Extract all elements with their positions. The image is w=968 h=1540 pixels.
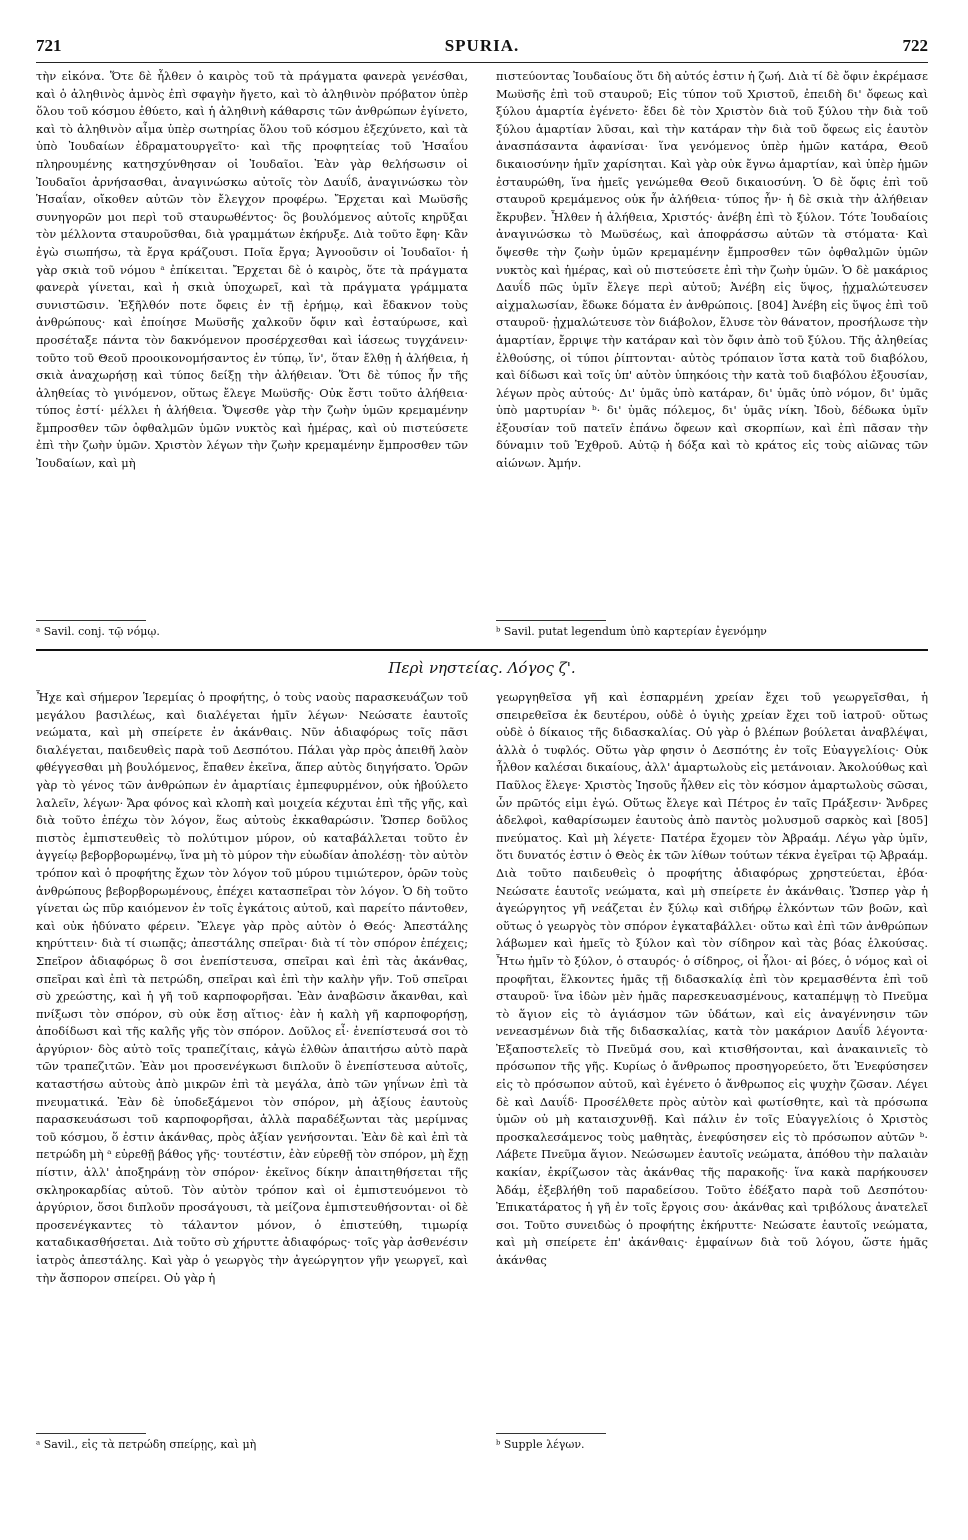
upper-left-column — [36, 63, 468, 639]
section-divider — [36, 649, 928, 651]
page-number-right: 722 — [902, 36, 928, 55]
section-title: Περὶ νηστείας. Λόγος ζ'. — [388, 659, 576, 677]
lower-left-column — [36, 683, 468, 1452]
page-number-left: 721 — [36, 36, 62, 55]
footnote-lower-right: ᵇ Supple λέγων. — [496, 1438, 585, 1451]
page-header — [36, 30, 928, 63]
upper-right-column — [496, 63, 928, 639]
footnote-upper-left: ᵃ Savil. conj. τῷ νόμῳ. — [36, 625, 160, 638]
running-title: SPURIA. — [444, 36, 520, 55]
lower-right-text: γεωργηθεῖσα γῆ καὶ ἐσπαρμένη χρείαν ἔχει τοῦ γεωργεῖσθαι, ἡ σπειρεθεῖσα ἐκ δευτέρου, οὐδὲ ὁ ὑγιὴς χρείαν ἔχει τοῦ ἰατροῦ· οὕτως οὐδὲ ὁ δίκαιος τῆς διδασκαλίας. Οὐ γὰρ ὁ βλέπων βούλεται ἀναβλέψαι, ἀλλὰ ὁ τυφλός. Οὕτω γὰρ φησιν ὁ Δεσπότης ἐν τοῖς Εὐαγγελίοις· Οὐκ ἦλθον καλέσαι δικαίους, ἀλλ' ἁμαρτωλοὺς εἰς μετάνοιαν. Ἀκολούθως καὶ Παῦλος ἔλεγε· Χριστὸς Ἰησοῦς ἦλθεν εἰς τὸν κόσμον ἁμαρτωλοὺς σῶσαι, ὧν πρῶτός εἰμι ἐγώ. Οὕτως ἔλεγε καὶ Πέτρος ἐν ταῖς Πράξεσιν· Ἄνδρες ἀδελφοὶ, καθαρίσωμεν ἑαυτοὺς ἀπὸ παντὸς μολυσμοῦ σαρκὸς καὶ [805] πνεύματος. Καὶ μὴ λέγετε· Πατέρα ἔχομεν τὸν Ἀβραάμ. Λέγω γὰρ ὑμῖν, ὅτι δυνατός ἐστιν ὁ Θεὸς ἐκ τῶν λίθων τούτων τέκνα ἐγεῖραι τῷ Ἀβραάμ. Διὰ τοῦτο παιδευθεὶς ὁ προφήτης ἀδιαφόρως χρηστεύεται, ἐβόα· Νεώσατε ἑαυτοῖς νεώματα, καὶ μὴ σπείρετε ἐν ἀκάνθαις. Ὥσπερ γὰρ ἡ ἀγεώργητος γῆ νεάζεται ἐν ξύλῳ καὶ σιδήρῳ ἑλκόντων τῶν βοῶν, καὶ οὕτως ὁ γεωργὸς τὸν σπόρον ἐγκαταβάλλει· οὕτω καὶ ἐπὶ τῶν ἀνθρώπων λάβωμεν καὶ ἡμεῖς τὸ ξύλον καὶ τὸν σίδηρον καὶ τὰς βόας ἑλκούσας. Ἦτω ἡμῖν τὸ ξύλον, ὁ σταυρός· ὁ σίδηρος, οἱ ἧλοι· αἱ βόες, ὁ νόμος καὶ οἱ προφῆται, ἕλκοντες ἡμᾶς τῇ διδασκαλίᾳ ἐπὶ τὸν κρεμασθέντα ἐπὶ τοῦ σταυροῦ· ἵνα ἰδὼν μὲν ἡμᾶς παρεσκευασμένους, καταπέμψῃ τὸ Πνεῦμα τὸ ἅγιον εἰς τὸ ἁγιάσμον τῶν ὑδάτων, καὶ εἰς ἀναγέννησιν τῶν νενεασμένων διὰ τῆς διδασκαλίας, κατὰ τὸν μακάριον Δαυΐδ λέγοντα· Ἐξαποστελεῖς τὸ Πνεῦμά σου, καὶ κτισθήσονται, καὶ ἀνακαινιεῖς τὸ πρόσωπον τῆς γῆς. Κυρίως ὁ ἄνθρωπος προσηγορεύετο, ὅτι Ἐνεφύσησεν εἰς τὸ πρόσωπον αὐτοῦ, καὶ ἐγένετο ὁ ἄνθρωπος εἰς ψυχὴν ζῶσαν. Λέγει δὲ καὶ Δαυΐδ· Προσέλθετε πρὸς αὐτὸν καὶ φωτίσθητε, καὶ τὰ πρόσωπα ὑμῶν οὐ μὴ καταισχυνθῇ. Καὶ πάλιν ἐν τοῖς Εὐαγγελίοις ὁ Χριστὸς προσκαλεσάμενος τοὺς μαθητὰς, ἐνεφύσησεν εἰς τὸ πρόσωπον αὐτῶν ᵇ· Λάβετε Πνεῦμα ἅγιον. Νεώσωμεν ἑαυτοῖς νεώματα, ἀπόθου τὴν παλαιὰν κακίαν, ἐκρίζωσον τὰς ἀκάνθας τῆς παρακοῆς· ἵνα κακὰ παρήκουσεν Ἀδάμ, ἐξεβλήθη τοῦ παραδείσου. Τοῦτο ἐδέξατο παρὰ τοῦ Δεσπότου· Ἐπικατάρατος ἡ γῆ ἐν τοῖς ἔργοις σου· ἀκάνθας καὶ τριβόλους ἀνατελεῖ σοι. Τοῦτο συνειδὼς ὁ προφήτης ἐκήρυττε· Νεώσατε ἑαυτοῖς νεώματα, καὶ μὴ σπείρετε ἐπ' ἀκάνθαις· ἐμφαίνων διὰ τοῦ λόγου, ὥστε ἡμᾶς ἀκάνθας — [496, 690, 928, 1267]
footnote-upper-right: ᵇ Savil. putat legendum ὑπὸ καρτερίαν ἐγενόμην — [496, 625, 767, 638]
footnote-rule — [496, 1433, 606, 1434]
lower-columns — [36, 683, 928, 1452]
upper-columns — [36, 63, 928, 639]
footnote-rule — [36, 620, 146, 621]
upper-left-text: τὴν εἰκόνα. Ὅτε δὲ ἦλθεν ὁ καιρὸς τοῦ τὰ πράγματα φανερὰ γενέσθαι, καὶ ὁ ἀληθινὸς ἀμνὸς ἐπὶ σφαγὴν ἤγετο, καὶ τὸ ἀληθινὸν πρόβατον ὑπὲρ ὅλου τοῦ κόσμου ἐθύετο, καὶ ἡ ἀληθινὴ κάθαρσις τῶν ἀνθρώπων ἐγίνετο, καὶ τὸ ἀληθινὸν αἷμα ὑπὲρ σωτηρίας ὅλου τοῦ κόσμου ἐξεχύνετο, καὶ τὰ ὑπὸ Ἰουδαίων ἐδραματουργεῖτο· καὶ τῆς προφητείας τοῦ Ἡσαΐου πληρουμένης κατησχύνθησαν οἱ Ἰουδαῖοι. Ἐὰν γὰρ θελήσωσιν οἱ Ἰουδαῖοι ἀρνήσασθαι, ἀναγινώσκω αὐτοῖς τὸν Δαυΐδ, ἀναγινώσκω τὸν Ἡσαΐαν, οἴκοθεν αὐτῶν τὸν ἔλεγχον προφέρω. Ἔρχεται καὶ Μωϋσῆς συνηγορῶν μοι περὶ τοῦ σταυρωθέντος· ὃς βουλόμενος αὐτοῖς κηρῦξαι τὸν μέλλοντα σταυροῦσθαι, διὰ γραμμάτων ἐκήρυξε. Διὰ τοῦτο ἔφη· Κἂν ἐγὼ σιωπήσω, τὰ ἔργα κράζουσι. Ποῖα ἔργα; Ἀγνοοῦσιν οἱ Ἰουδαῖοι· ἡ γὰρ σκιὰ τοῦ νόμου ᵃ ἐπίκειται. Ἔρχεται δὲ ὁ καιρὸς, ὅτε τὰ πράγματα φανερὰ γίνεται, καὶ ἡ σκιὰ ὑποχωρεῖ, καὶ τὰ πράγματα γράμματα συνιστῶσιν. Ἐξῆλθόν ποτε ὄφεις ἐν τῇ ἐρήμῳ, καὶ ἔδακνον τοὺς ἀνθρώπους· καὶ ἐποίησε Μωϋσῆς χαλκοῦν ὄφιν καὶ ἐσταύρωσε, καὶ προσέταξε πάντα τὸν δακνόμενον προσέρχεσθαι καὶ ἰάσεως τυγχάνειν· τοῦτο τοῦ Θεοῦ προοικονομήσαντος ἐν τύπῳ, ἵν', ὅταν ἔλθῃ ἡ ἀλήθεια, ἡ σκιὰ ἀναχωρήσῃ καὶ τύπος δείξῃ τὴν ἀλήθειαν. Ὅτι δὲ τύπος ἦν τῆς ἀληθείας τὸ γινόμενον, οὕτως ἔλεγε Μωϋσῆς· Οὐκ ἔστι τοῦτο ἀλήθεια· τύπος ἐστί· μέλλει ἡ ἀλήθεια. Ὄψεσθε γὰρ τὴν ζωὴν ὑμῶν κρεμαμένην ἔμπροσθεν τῶν ὀφθαλμῶν ὑμῶν νυκτὸς καὶ ἡμέρας, καὶ οὐ πιστεύσετε ἐπὶ τὴν ζωὴν ὑμῶν. Χριστὸν λέγων τὴν ζωὴν κρεμαμένην ἔμπροσθεν τῶν Ἰουδαίων, καὶ μὴ — [36, 69, 468, 471]
footnote-rule — [496, 620, 606, 621]
lower-right-column — [496, 683, 928, 1452]
footnote-lower-left: ᵃ Savil., εἰς τὰ πετρώδη σπείρῃς, καὶ μὴ — [36, 1438, 257, 1451]
footnote-rule — [36, 1433, 146, 1434]
upper-right-text: πιστεύοντας Ἰουδαίους ὅτι δὴ αὐτός ἐστιν ἡ ζωή. Διὰ τί δὲ ὄφιν ἐκρέμασε Μωϋσῆς ἐπὶ τοῦ σταυροῦ; Εἰς τύπον τοῦ Χριστοῦ, ἐπειδὴ δι' ὄφεως καὶ ξύλου ἁμαρτία ἐγένετο· ἔδει δὲ τὸν Χριστὸν διὰ τοῦ ξύλου τὴν διὰ τοῦ ξύλου ἁμαρτίαν λῦσαι, καὶ τὴν κατάραν τὴν διὰ τοῦ ὄφεως εἰς ἑαυτὸν ἀνασπάσαντα ἀφανίσαι· ἵνα γενόμενος ὑπὲρ ἡμῶν κατάρα, Θεοῦ δικαιοσύνην ἡμῖν χαρίσηται. Καὶ γὰρ οὐκ ἔγνω ἁμαρτίαν, καὶ ὑπὲρ ἡμῶν ἐσταυρώθη, ἵνα ἡμεῖς γενώμεθα Θεοῦ δικαιοσύνη. Ὁ δὲ ὄφις ἐπὶ τοῦ σταυροῦ κρεμάμενος οὐκ ἦν ἀλήθεια· τύπος ἦν· ἡ δὲ σκιὰ τὴν ἀλήθειαν ἔκρυβεν. Ἦλθεν ἡ ἀλήθεια, Χριστός· ἀνέβη ἐπὶ τὸ ξύλον. Τότε Ἰουδαίοις ἀναγινώσκω τὸ Μωϋσέως, καὶ ἀποφράσσω αὐτῶν τὰ στόματα· Καὶ ὄψεσθε τὴν ζωὴν ὑμῶν κρεμαμένην ἔμπροσθεν τῶν ὀφθαλμῶν ὑμῶν νυκτὸς καὶ ἡμέρας, καὶ οὐ πιστεύσετε ἐπὶ τὴν ζωὴν ὑμῶν. Ὁ δὲ μακάριος Δαυΐδ πῶς ὑμῖν ἔλεγε περὶ αὐτοῦ; Ἀνέβη εἰς ὕψος, ᾐχμαλώτευσεν αἰχμαλωσίαν, ἔδωκε δόματα ἐν ἀνθρώποις. [804] Ἀνέβη εἰς ὕψος ἐπὶ τοῦ σταυροῦ· ᾐχμαλώτευσε τὸν διάβολον, ἔλυσε τὸν θάνατον, προσήλωσε τὴν ἁμαρτίαν, ἔρριψε τὴν κατάραν καὶ τὸν ὄφιν ἀπὸ τοῦ ξύλου. Τῆς ἀληθείας ἐλθούσης, οἱ τύποι ῥίπτονται· αὐτὸς τρόπαιον ἵστα κατὰ τοῦ διαβόλου, καὶ δίδωσι καὶ τοῖς ὑπ' αὐτὸν ὑπηκόοις τὴν κατὰ τοῦ διαβόλου ἐξουσίαν, λέγων πρὸς αὐτούς· Δι' ὑμᾶς ὑπὸ κατάραν, δι' ὑμᾶς ὑπὸ νόμον, δι' ὑμᾶς ὑπὸ μαρτυρίαν ᵇ· δι' ὑμᾶς πόλεμος, δι' ὑμᾶς νίκη. Ἰδοὺ, δέδωκα ὑμῖν ἐξουσίαν τοῦ πατεῖν ἐπάνω ὄφεων καὶ σκορπίων, καὶ ἐπὶ πᾶσαν τὴν δύναμιν τοῦ Ἐχθροῦ. Αὐτῷ ἡ δόξα καὶ τὸ κράτος εἰς τοὺς αἰῶνας τῶν αἰώνων. Ἀμήν. — [496, 69, 928, 471]
lower-left-text: Ἦχε καὶ σήμερον Ἱερεμίας ὁ προφήτης, ὁ τοὺς ναοὺς παρασκευάζων τοῦ μεγάλου βασιλέως, καὶ διαλέγεται ἡμῖν λέγων· Νεώσατε ἑαυτοῖς νεώματα, καὶ μὴ σπείρετε ἐν ἀκάνθαις. Νῦν ἀδιαφόρως τοῖς πᾶσι διαλέγεται, παιδευθεὶς παρὰ τοῦ Δεσπότου. Πάλαι γὰρ πρὸς ἀπειθῆ λαὸν φθέγγεσθαι μὴ βουλόμενος, ἔπαθεν ἐκεῖνα, ἅπερ αὐτὸς διηγήσατο. Ὁρῶν γὰρ τὸ γένος τῶν ἀνθρώπων ἐν ἁμαρτίαις ἐμπεφυρμένον, οὐκ ἠβούλετο λαλεῖν, λέγων· Ἄρα φόνος καὶ κλοπὴ καὶ μοιχεία κέχυται ἐπὶ τῆς γῆς, καὶ διὰ τοῦτο ἐπέχω τὸν λόγον, ἕως αὐτοὺς ἐκκαθαρώσιν. Ὥσπερ δοῦλος πιστὸς ἐμπιστευθεὶς τὸ πολύτιμον μύρον, οὐ καταβάλλεται τοῦτο ἐν ἀγγείῳ βεβορβορωμένῳ, ἵνα μὴ τὸ μύρον τὴν εὐωδίαν ἀπολέσῃ· τὸν αὐτὸν τρόπον καὶ ὁ προφήτης ἔχων τὸν λόγον τοῦ μύρου τιμιώτερον, ὁρῶν τοὺς ἀνθρώπους βεβορβορωμένους, ἐπέχει κατασπεῖραι τὸν λόγον. Ὁ δὴ τοῦτο γίνεται ὡς πῦρ καιόμενον ἐν τοῖς ἐγκάτοις αὐτοῦ, καὶ παρείτο πάντοθεν, καὶ οὐκ ἠδύνατο φέρειν. Ἔλεγε γὰρ πρὸς αὐτὸν ὁ Θεός· Ἀπεστάλης κηρύττειν· διὰ τί σιωπᾷς; ἀπεστάλης σπεῖραι· διὰ τί τὸν σπόρον ἐπέχεις; Σπεῖρον ἀδιαφόρως ὃ σοι ἐνεπίστευσα, σπεῖραι καὶ ἐπὶ τὰς ἀκάνθας, σπεῖραι καὶ ἐπὶ τὰ πετρώδη, σπεῖραι καὶ ἐπὶ τὴν καλὴν γῆν. Τοῦ σπεῖραι σὺ χρεώστης, καὶ ἡ γῆ τοῦ καρποφορῆσαι. Ἐὰν ἀναβῶσιν ἄκανθαι, καὶ πνίξωσι τὸν σπόρον, σὺ οὐκ ἔσῃ αἴτιος· ἐὰν ἡ καλὴ γῆ καρποφορήσῃ, ἀποδίδωσι καὶ τῆς καλῆς γῆς τὸν σπόρον. Δοῦλος εἶ· ἐνεπίστευσά σοι τὸ ἀργύριον· δὸς αὐτὸ τοῖς τραπεζίταις, κἀγὼ ἐλθὼν ἀπαιτήσω αὐτὸ παρὰ τῶν τραπεζιτῶν. Ἐὰν μοι προσενέγκωσι διπλοῦν ὃ ἐνεπίστευσα αὐτοῖς, καταστήσω αὐτοὺς ἀπὸ μικρῶν ἐπὶ τὰ μεγάλα, ἀπὸ τῶν γηΐνων ἐπὶ τὰ πνευματικά. Ἐὰν δὲ ὑποδεξάμενοι τὸν σπόρον, μὴ ἀξίους ἑαυτοὺς παρασκευάσωσι τοῦ καρποφορῆσαι, ἀλλὰ παραδέξωνται τὰς μερίμνας τοῦ κόσμου, ὅ ἐστιν ἀκάνθας, πρὸς ἀξίαν γενήσονται. Ἐὰν δὲ καὶ ἐπὶ τὰ πετρώδη μὴ ᵃ εὑρεθῇ βάθος γῆς· τουτέστιν, ἐὰν εὑρεθῇ τὸν σπόρον, μὴ ἔχῃ πίστιν, ἀλλ' ἀποξηράνῃ τὸν σπόρον· ἐκεῖνος δίκην ἀπαιτηθήσεται τῆς σκληροκαρδίας αὐτοῦ. Τὸν αὐτὸν τρόπον καὶ οἱ ἐμπιστευόμενοι τὸ ἀργύριον, ὅσοι διπλοῦν προσάγουσι, τὰ μείζονα ἐμπιστευθήσονται· οἱ δὲ προσενέγκαντες τὸ τάλαντον μόνον, ὁ ἐπιστεύθη, τιμωρίᾳ καταδικασθήσεται. Διὰ τοῦτο σὺ χήρυττε ἀδιαφόρως· τοῖς γὰρ ἀσθενέσιν ἰατρὸς ἀπεστάλης. Καὶ γὰρ ὁ γεωργὸς τὴν ἀγεώργητον γῆν γεωργεῖ, καὶ τὴν ἄσπορον σπείρει. Οὐ γὰρ ἡ — [36, 690, 468, 1285]
